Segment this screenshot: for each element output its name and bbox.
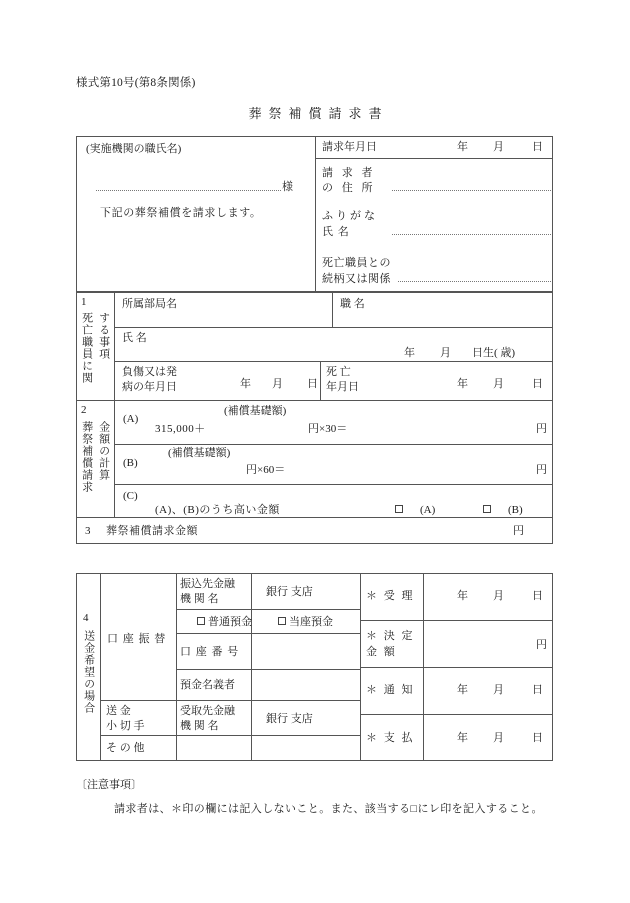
agency-name-dotted-line[interactable] — [96, 190, 281, 191]
rowB-marker: (B) — [123, 457, 138, 469]
bank-name-suffix[interactable]: 銀行 支店 — [266, 586, 313, 598]
s4-official-row2-bottom — [360, 667, 553, 668]
claimant-address-label-line2: の 住 所 — [322, 182, 376, 194]
official-amount-label-line2: 金 額 — [366, 646, 397, 658]
s4-method-divider — [176, 573, 177, 761]
claimant-name-dotted-line[interactable] — [392, 234, 551, 235]
checkbox-option-b[interactable] — [483, 505, 491, 513]
section2-vlabel-right: 金額の計算 — [97, 421, 110, 481]
position-label: 職 名 — [340, 298, 365, 310]
rowA-marker: (A) — [123, 413, 139, 425]
section3-number: 3 — [85, 525, 91, 537]
s1-row1-bottom — [114, 327, 553, 328]
official-receipt-label: ＊ 受 理 — [366, 590, 415, 602]
injury-year: 年 — [240, 378, 251, 390]
claimant-name-label: 氏 名 — [322, 226, 350, 238]
s4-official-row1-bottom — [360, 620, 553, 621]
official-receipt-month: 月 — [493, 590, 504, 602]
official-payment-day: 日 — [532, 732, 543, 744]
account-number-label: 口 座 番 号 — [180, 646, 240, 658]
honorific-sama: 様 — [282, 181, 293, 193]
s4-holder-row-bottom — [100, 700, 360, 701]
section1-vlabel-right: する事項 — [97, 312, 110, 360]
official-payment-month: 月 — [493, 732, 504, 744]
claimant-address-label-line1: 請 求 者 — [322, 167, 376, 179]
rowA-base-label: (補償基礎額) — [224, 405, 287, 417]
notes-body: 請求者は、＊印の欄には記入しないこと。また、該当する□にレ印を記入すること。 — [114, 803, 543, 815]
s4-field-divider — [251, 573, 252, 761]
section1-vlabel-left: 死亡職員に関 — [80, 312, 93, 384]
department-label: 所属部局名 — [122, 298, 177, 310]
injury-date-label-line1: 負傷又は発 — [122, 366, 177, 378]
s4-official-row3-bottom — [360, 714, 553, 715]
notes-heading: 〔注意事項〕 — [76, 779, 142, 791]
death-date-label-line2: 年月日 — [326, 381, 359, 393]
transfer-method-label: 口 座 振 替 — [107, 633, 167, 645]
rowA-fixed-amount: 315,000＋ — [155, 423, 206, 435]
other-method-label: そ の 他 — [106, 742, 145, 754]
official-notice-year: 年 — [457, 684, 468, 696]
claim-date-underline — [315, 158, 553, 159]
s2-s3-divider — [76, 517, 553, 518]
section1-number: 1 — [81, 296, 87, 308]
claim-date-year: 年 — [457, 141, 468, 153]
death-date-label-line1: 死 亡 — [326, 366, 351, 378]
official-amount-label-line1: ＊ 決 定 — [366, 630, 415, 642]
s2-rowB-bottom — [114, 484, 553, 485]
death-year: 年 — [457, 378, 468, 390]
official-notice-day: 日 — [532, 684, 543, 696]
birth-day-age: 日生( 歳) — [472, 347, 516, 359]
relation-label-line1: 死亡職員との — [322, 257, 391, 269]
relation-label-line2: 続柄又は関係 — [322, 273, 391, 285]
header-vertical-divider — [315, 136, 316, 292]
official-payment-year: 年 — [457, 732, 468, 744]
official-payment-label: ＊ 支 払 — [366, 732, 415, 744]
section3-unit: 円 — [513, 525, 524, 537]
section3-label: 葬祭補償請求金額 — [106, 525, 198, 537]
main-table — [76, 292, 553, 544]
s1-death-divider — [320, 361, 321, 400]
deceased-name-label: 氏 名 — [122, 332, 147, 344]
rowC-option-b-label: (B) — [508, 504, 523, 516]
account-holder-label: 預金名義者 — [180, 679, 235, 691]
s4-receiver-row-bottom — [100, 735, 360, 736]
rowB-unit: 円 — [536, 464, 547, 476]
s4-accttype-row-bottom — [176, 633, 360, 634]
section2-vlabel-left: 葬祭補償請求 — [80, 421, 93, 493]
s2-rowA-bottom — [114, 444, 553, 445]
death-month: 月 — [493, 378, 504, 390]
claimant-address-dotted-line[interactable] — [392, 190, 551, 191]
section4-vlabel: 送金希望の場合 — [82, 630, 95, 714]
check-method-label-line2: 小 切 手 — [106, 720, 145, 732]
s1-position-divider — [332, 292, 333, 327]
injury-month: 月 — [272, 378, 283, 390]
checkbox-current-account[interactable] — [278, 617, 286, 625]
injury-date-label-line2: 病の年月日 — [122, 381, 177, 393]
rowC-text: (A)、(B)のうち高い金額 — [155, 504, 280, 516]
rowB-multiplier: 円×60＝ — [246, 464, 286, 476]
receiver-bank-label-line2: 機 関 名 — [180, 720, 219, 732]
claim-date-day: 日 — [532, 141, 543, 153]
rowC-option-a-label: (A) — [420, 504, 436, 516]
s4-acctnum-row-bottom — [176, 669, 360, 670]
rowC-marker: (C) — [123, 490, 138, 502]
official-receipt-day: 日 — [532, 590, 543, 602]
s4-index-divider — [100, 573, 101, 761]
claim-statement: 下記の葬祭補償を請求します。 — [100, 207, 262, 219]
claim-date-label: 請求年月日 — [322, 141, 377, 153]
current-account-label: 当座預金 — [289, 616, 333, 628]
section4-number: 4 — [83, 612, 89, 624]
s1-s2-divider — [76, 400, 553, 401]
furigana-label: ふりがな — [322, 210, 378, 222]
receiver-bank-suffix[interactable]: 銀行 支店 — [266, 713, 313, 725]
page-title: 葬祭補償請求書 — [248, 106, 389, 121]
ordinary-account-label: 普通預金 — [208, 616, 252, 628]
s4-bank-row-bottom — [176, 609, 360, 610]
birth-year: 年 — [404, 347, 415, 359]
rowB-base-label: (補償基礎額) — [168, 447, 231, 459]
rowA-multiplier: 円×30＝ — [308, 423, 348, 435]
bank-name-label-line2: 機 関 名 — [180, 593, 219, 605]
checkbox-ordinary-account[interactable] — [197, 617, 205, 625]
check-method-label-line1: 送 金 — [106, 705, 131, 717]
checkbox-option-a[interactable] — [395, 505, 403, 513]
relation-dotted-line[interactable] — [398, 281, 551, 282]
official-notice-month: 月 — [493, 684, 504, 696]
death-day: 日 — [532, 378, 543, 390]
s1-row2-bottom — [114, 361, 553, 362]
agency-name-label: (実施機関の職氏名) — [86, 143, 182, 155]
official-amount-unit: 円 — [536, 639, 547, 651]
bank-name-label-line1: 振込先金融 — [180, 578, 235, 590]
receiver-bank-label-line1: 受取先金融 — [180, 705, 235, 717]
official-notice-label: ＊ 通 知 — [366, 684, 415, 696]
official-receipt-year: 年 — [457, 590, 468, 602]
birth-month: 月 — [440, 347, 451, 359]
form-number: 様式第10号(第8条関係) — [76, 77, 196, 89]
section2-number: 2 — [81, 404, 87, 416]
claim-date-month: 月 — [493, 141, 504, 153]
injury-day: 日 — [307, 378, 318, 390]
rowA-unit: 円 — [536, 423, 547, 435]
